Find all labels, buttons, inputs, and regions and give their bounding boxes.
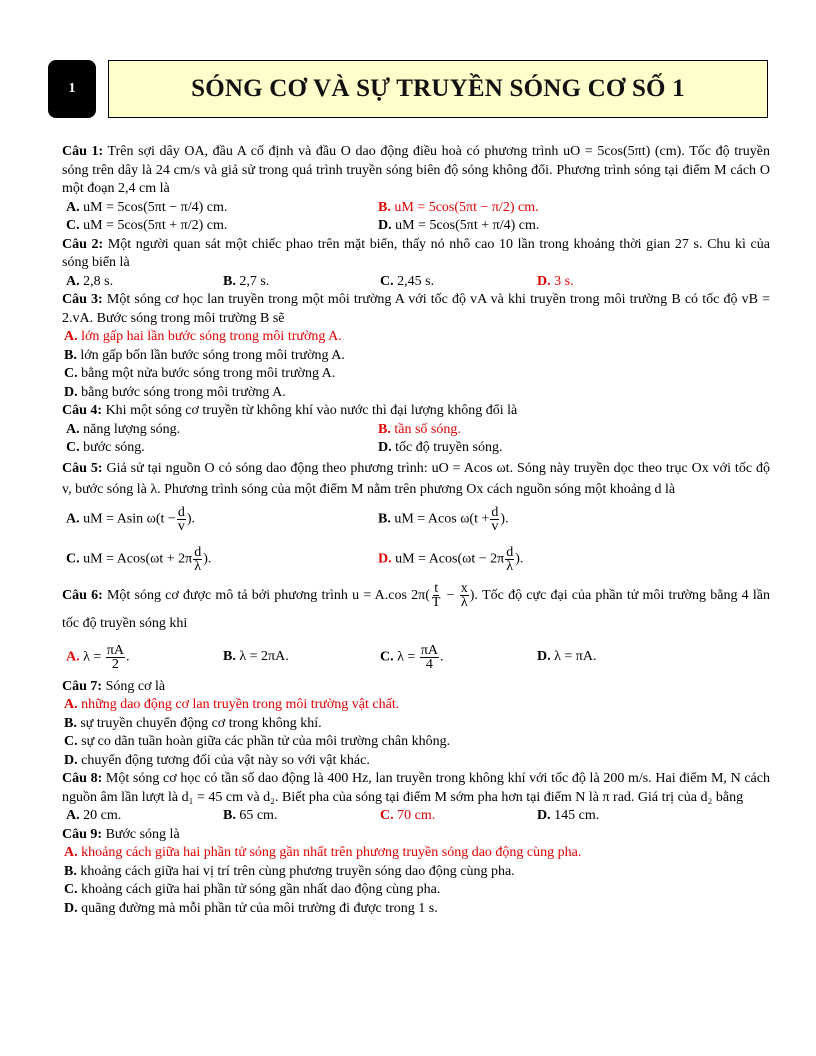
denominator: v	[177, 519, 185, 534]
question-text: . Tốc độ cực đại của phần tử môi trường bằng 4 lần tốc độ truyền sóng khi	[62, 587, 770, 631]
question-label: Câu 9:	[62, 826, 103, 842]
option-c[interactable]	[378, 807, 535, 826]
option-letter: B.	[223, 808, 236, 823]
option-c[interactable]	[62, 881, 770, 900]
question-label: Câu 6:	[62, 587, 103, 603]
equation: )	[469, 587, 475, 603]
equation: uO = Acos ωt	[431, 460, 510, 476]
fraction	[177, 506, 186, 533]
option-text: uM = 5cos(5πt + π/2) cm.	[83, 218, 228, 233]
option-letter: B.	[64, 715, 77, 731]
option-text: ).	[186, 511, 195, 527]
option-text: .	[126, 649, 130, 665]
option-text: 2,7 s.	[239, 273, 270, 289]
question-label: Câu 3:	[62, 292, 103, 307]
page-number-badge	[48, 60, 96, 118]
option-letter: C.	[66, 218, 80, 233]
option-text: λ =	[83, 649, 105, 665]
option-text: uM = Acos(ωt − 2π	[395, 551, 505, 567]
question-text: Một sóng cơ học có tần số dao động là 400 Hz, lan truyền trong không khí với tốc độ là 200 m/s. Hai điểm M, N cách nguồn âm lần lượt là d₁ = 45 cm và d₂. Biết pha của sóng tại điểm M sớm pha hơn tại điểm N là π rad. Giá trị của d₂ bằng	[62, 771, 770, 805]
option-text: ).	[500, 511, 509, 527]
question-text: Một sóng cơ được mô tả bởi phương trình	[102, 587, 353, 603]
fraction	[505, 546, 514, 573]
option-text: bằng bước sóng trong môi trường A.	[81, 384, 286, 400]
option-letter: A.	[64, 697, 78, 712]
option-d[interactable]	[62, 900, 770, 919]
numerator: d	[506, 545, 514, 560]
question-7	[62, 678, 770, 697]
option-d[interactable]	[62, 752, 770, 771]
option-text: 2,45 s.	[397, 273, 435, 289]
option-text: ).	[203, 551, 212, 567]
numerator: d	[194, 545, 202, 560]
option-d[interactable]	[376, 217, 688, 236]
option-text: quãng đường mà mỗi phần tử của môi trường đi được trong 1 s.	[81, 900, 438, 916]
option-b[interactable]	[221, 273, 378, 292]
option-text: sự truyền chuyển động cơ trong không khí.	[80, 715, 322, 731]
question-text: . Sóng này truyền dọc theo trục Ox với tốc độ v, bước sóng là λ. Phương trình sóng của một điểm M nằm trên phương Ox cách nguồn sóng một khoảng d là	[62, 460, 770, 497]
option-letter: D.	[537, 649, 551, 665]
denominator: λ	[506, 559, 514, 574]
option-a[interactable]	[64, 807, 221, 826]
option-c[interactable]	[64, 546, 376, 573]
option-letter: A.	[66, 808, 80, 823]
option-letter: B.	[223, 649, 236, 665]
option-c[interactable]	[378, 644, 535, 671]
page-title: SÓNG CƠ VÀ SỰ TRUYỀN SÓNG CƠ SỐ 1	[191, 75, 685, 102]
option-text: những dao động cơ lan truyền trong môi trường vật chất.	[81, 697, 400, 712]
option-text: tần số sóng.	[394, 421, 461, 437]
numerator: d	[177, 505, 185, 520]
equation: u = A.cos 2π(	[352, 587, 430, 603]
option-a[interactable]	[62, 696, 770, 715]
option-text: sự co dãn tuần hoàn giữa các phần tử của môi trường chân không.	[81, 734, 451, 749]
options-row	[62, 638, 770, 678]
options-row	[62, 273, 770, 292]
option-d[interactable]	[535, 273, 692, 292]
denominator: T	[431, 594, 441, 610]
option-text: chuyển động tương đối của vật này so với vật khác.	[81, 752, 370, 768]
denominator: λ	[194, 559, 202, 574]
question-text: Giả sử tại nguồn O có sóng dao động theo phương trình:	[102, 460, 432, 476]
page-number: 1	[68, 81, 76, 96]
option-text: 145 cm.	[554, 808, 600, 823]
fraction	[420, 644, 439, 671]
option-letter: C.	[380, 273, 394, 289]
fraction	[431, 582, 442, 609]
option-text: uM = Acos ω(t +	[394, 511, 490, 527]
question-text: . Bước sóng trong môi trường B sẽ	[89, 310, 285, 326]
option-text: 65 cm.	[239, 808, 278, 823]
question-2	[62, 236, 770, 273]
option-b[interactable]	[62, 715, 770, 734]
question-3	[62, 291, 770, 328]
option-text: uM = Acos(ωt + 2π	[83, 551, 193, 567]
option-letter: A.	[64, 845, 78, 860]
option-letter: C.	[66, 440, 80, 455]
question-label: Câu 2:	[62, 236, 104, 252]
option-d[interactable]	[62, 384, 770, 403]
option-text: λ =	[397, 649, 419, 665]
options-row	[62, 807, 770, 826]
denominator: 4	[425, 657, 433, 672]
option-c[interactable]	[62, 365, 770, 384]
option-a[interactable]	[62, 328, 770, 347]
title-box	[108, 60, 768, 118]
option-text: năng lượng sóng.	[83, 421, 181, 437]
option-d[interactable]	[535, 807, 692, 826]
option-text: λ = πA.	[554, 649, 597, 665]
question-text: Khi một sóng cơ truyền từ không khí vào nước thì đại lượng không đổi là	[102, 403, 518, 418]
option-letter: B.	[64, 347, 77, 363]
option-letter: C.	[64, 882, 78, 897]
numerator: t	[434, 580, 439, 596]
question-label: Câu 4:	[62, 403, 103, 418]
options-row	[62, 217, 770, 236]
option-text: uM = 5cos(5πt + π/4) cm.	[395, 218, 540, 233]
options-row	[62, 421, 770, 440]
option-c[interactable]	[64, 217, 376, 236]
option-letter: B.	[64, 863, 77, 879]
option-text: 2,8 s.	[83, 273, 114, 289]
option-letter: A.	[64, 329, 78, 344]
option-letter: A.	[66, 273, 80, 289]
option-letter: B.	[378, 199, 391, 215]
option-a[interactable]	[64, 199, 376, 218]
option-letter: A.	[66, 199, 80, 215]
option-b[interactable]	[376, 506, 688, 533]
option-text: khoảng cách giữa hai phần tử sóng gần nhất trên phương truyền sóng dao động cùng pha.	[81, 845, 582, 860]
option-b[interactable]	[376, 199, 688, 218]
fraction	[106, 644, 125, 671]
question-label: Câu 8:	[62, 771, 103, 786]
option-a[interactable]	[62, 844, 770, 863]
denominator: v	[491, 519, 499, 534]
denominator: 2	[111, 657, 119, 672]
option-text: khoảng cách giữa hai phần tử sóng gần nhất dao động cùng pha.	[81, 882, 441, 897]
option-letter: D.	[378, 551, 392, 567]
option-text: tốc độ truyền sóng.	[395, 440, 503, 455]
options-row	[62, 439, 770, 458]
denominator: λ	[460, 594, 468, 610]
question-1	[62, 143, 770, 199]
option-letter: B.	[223, 273, 236, 289]
option-text: 70 cm.	[397, 808, 436, 823]
options-row	[62, 199, 770, 218]
option-letter: B.	[378, 511, 391, 527]
numerator: x	[460, 580, 468, 596]
fraction	[193, 546, 202, 573]
option-c[interactable]	[62, 733, 770, 752]
option-a[interactable]	[64, 421, 376, 440]
question-text: . Tốc độ truyền sóng trên dây là 24 cm/s và giả sử trong quá trình truyền sóng biên độ sóng không đổi. Phương trình sóng tại điểm M cách O một đoạn 2,4 cm là	[62, 144, 770, 196]
option-d[interactable]	[535, 648, 692, 667]
option-text: .	[440, 649, 444, 665]
question-text: Bước sóng là	[102, 826, 180, 842]
option-b[interactable]	[221, 807, 378, 826]
option-letter: A.	[66, 649, 80, 665]
option-text: bằng một nửa bước sóng trong môi trường A.	[81, 366, 336, 381]
option-a[interactable]	[64, 506, 376, 533]
option-text: lớn gấp hai lần bước sóng trong môi trường A.	[81, 329, 342, 344]
option-letter: C.	[66, 551, 80, 567]
option-letter: A.	[66, 511, 80, 527]
option-letter: C.	[380, 808, 394, 823]
options-row	[62, 500, 770, 540]
option-a[interactable]	[64, 644, 221, 671]
option-letter: C.	[380, 649, 394, 665]
option-text: λ = 2πA.	[239, 649, 289, 665]
equation: −	[442, 587, 459, 603]
equation: vB = 2.vA	[62, 292, 770, 326]
option-b[interactable]	[62, 347, 770, 366]
question-list	[62, 143, 770, 918]
option-b[interactable]	[221, 648, 378, 667]
option-text: uM = Asin ω(t −	[83, 511, 176, 527]
option-c[interactable]	[378, 273, 535, 292]
numerator: πA	[420, 643, 438, 658]
fraction	[460, 582, 469, 609]
option-text: uM = 5cos(5πt − π/4) cm.	[83, 199, 228, 215]
question-5	[62, 458, 770, 500]
option-text: lớn gấp bốn lần bước sóng trong môi trường A.	[80, 347, 345, 363]
option-letter: D.	[537, 808, 551, 823]
question-text: Trên sợi dây OA, đầu A cố định và đầu O dao động điều hoà có phương trình	[103, 144, 564, 159]
numerator: πA	[106, 643, 124, 658]
option-text: khoảng cách giữa hai vị trí trên cùng phương truyền sóng dao động cùng pha.	[80, 863, 515, 879]
question-text: Một sóng cơ học lan truyền trong một môi trường A với tốc độ vA và khi truyền trong môi trường B có tốc độ	[102, 292, 742, 307]
option-letter: C.	[64, 366, 78, 381]
question-label: Câu 7:	[62, 678, 103, 694]
numerator: d	[491, 505, 499, 520]
question-label: Câu 1:	[62, 144, 104, 159]
option-b[interactable]	[62, 863, 770, 882]
option-letter: D.	[378, 440, 392, 455]
option-letter: D.	[378, 218, 392, 233]
option-letter: B.	[378, 421, 391, 437]
question-text: Một người quan sát một chiếc phao trên mặt biển, thấy nó nhô cao 10 lần trong khoảng thời gian 27 s. Chu kì của sóng biển là	[62, 236, 770, 270]
equation: uO = 5cos(5πt) (cm)	[563, 144, 682, 159]
option-c[interactable]	[64, 439, 376, 458]
option-letter: D.	[64, 384, 78, 400]
option-text: ).	[515, 551, 524, 567]
option-text: 20 cm.	[83, 808, 122, 823]
option-letter: D.	[64, 900, 78, 916]
option-d[interactable]	[376, 546, 688, 573]
option-d[interactable]	[376, 439, 688, 458]
option-letter: D.	[64, 752, 78, 768]
question-text: Sóng cơ là	[102, 678, 166, 694]
option-text: uM = 5cos(5πt − π/2) cm.	[394, 199, 539, 215]
option-b[interactable]	[376, 421, 688, 440]
option-a[interactable]	[64, 273, 221, 292]
question-label: Câu 5:	[62, 460, 103, 476]
option-text: bước sóng.	[83, 440, 145, 455]
question-4	[62, 402, 770, 421]
question-6	[62, 582, 770, 638]
question-9	[62, 826, 770, 845]
option-text: 3 s.	[554, 273, 574, 289]
options-row	[62, 540, 770, 580]
option-letter: A.	[66, 421, 80, 437]
question-8	[62, 770, 770, 807]
option-letter: C.	[64, 734, 78, 749]
fraction	[490, 506, 499, 533]
option-letter: D.	[537, 273, 551, 289]
